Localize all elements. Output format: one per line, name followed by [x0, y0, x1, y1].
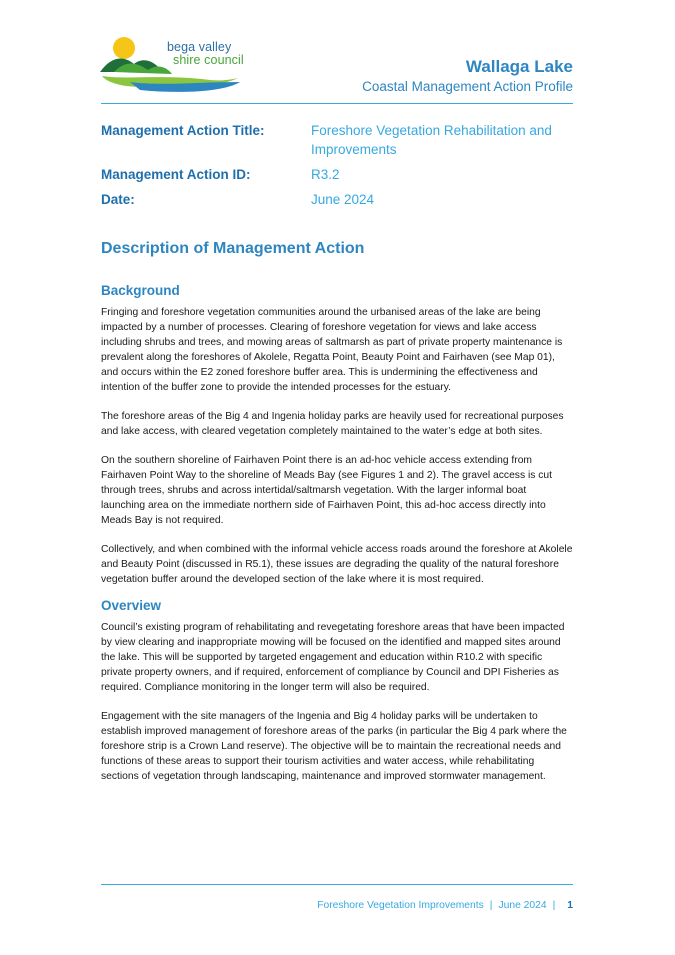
- overview-heading: Overview: [101, 598, 162, 613]
- overview-paragraph: Engagement with the site managers of the Ingenia and Big 4 holiday parks will be undertaken to establish improved management of foreshore areas of the parks (in particular the Big 4 park where the foreshore strip is a Crown Land reserve). The objective will be to maintain the recreational needs and functions of these areas to support their tourism activities and water access, while rehabilitating sections of vegetation through landscaping, maintenance and improved stormwater management.: [101, 711, 567, 782]
- logo-text-line2: shire council: [173, 53, 244, 67]
- action-metadata: [101, 121, 573, 215]
- footer-doc-title: Foreshore Vegetation Improvements: [317, 900, 484, 911]
- council-logo: [100, 36, 270, 98]
- main-content: [101, 238, 573, 798]
- background-paragraph: Collectively, and when combined with the informal vehicle access roads around the foreshore at Akolele and Beauty Point (discussed in R5.1), these issues are degrading the quality of the natural foreshore vegetation buffer around the developed section of the lake where it is most required.: [101, 544, 573, 585]
- meta-row-date: [101, 190, 573, 209]
- meta-date-value: June 2024: [311, 192, 375, 207]
- page-title: Wallaga Lake: [465, 57, 573, 76]
- page-footer: Foreshore Vegetation Improvements | June 2024 | 1: [317, 900, 573, 911]
- meta-title-value: Foreshore Vegetation Rehabilitation and Improvements: [311, 123, 552, 157]
- background-heading: Background: [101, 283, 180, 298]
- footer-divider: [101, 884, 573, 885]
- meta-row-id: [101, 165, 573, 184]
- section-heading: Description of Management Action: [101, 240, 365, 257]
- meta-id-value: R3.2: [311, 167, 340, 182]
- footer-date: June 2024: [498, 900, 547, 911]
- meta-date-label: Date:: [101, 192, 135, 207]
- page-number: 1: [567, 900, 573, 911]
- background-paragraph: The foreshore areas of the Big 4 and Ingenia holiday parks are heavily used for recreational purposes and lake access, with cleared vegetation completely maintained to the water’s edge at both sites.: [101, 411, 564, 437]
- logo-text-line1: bega valley: [167, 40, 232, 54]
- background-paragraph: Fringing and foreshore vegetation communities around the urbanised areas of the lake are being impacted by a number of processes. Clearing of foreshore vegetation for views and lake access including shrubs and trees, and mowing areas of saltmarsh as part of private property maintenance is prevalent along the foreshores of Akolele, Regatta Point, Beauty Point and Fairhaven (see Map 01), and occurs within the E2 zoned foreshore buffer area. This is undermining the effectiveness and intention of the buffer zone to provide the intended processes for the estuary.: [101, 307, 563, 393]
- background-paragraph: On the southern shoreline of Fairhaven Point there is an ad-hoc vehicle access extending from Fairhaven Point Way to the shoreline of Meads Bay (see Figures 1 and 2). The gravel access is cut through trees, shrubs and across intertidal/saltmarsh vegetation. With the larger informal boat launching area on the immediate northern side of Fairhaven Point, this ad-hoc access directly into Meads Bay is not required.: [101, 455, 552, 526]
- page-subtitle: Coastal Management Action Profile: [362, 79, 573, 94]
- meta-id-label: Management Action ID:: [101, 167, 251, 182]
- meta-title-label: Management Action Title:: [101, 123, 265, 138]
- header-divider: [101, 103, 573, 104]
- overview-paragraph: Council’s existing program of rehabilitating and revegetating foreshore areas that have been impacted by view clearing and inappropriate mowing will be focused on the identified and mapped sites around the lake. This will be supported by targeted engagement and education within R10.2 with specific private property owners, and if required, enforcement of compliance by Council and DPI Fisheries as required. Compliance monitoring in the longer term will also be required.: [101, 622, 565, 693]
- meta-row-title: [101, 121, 573, 159]
